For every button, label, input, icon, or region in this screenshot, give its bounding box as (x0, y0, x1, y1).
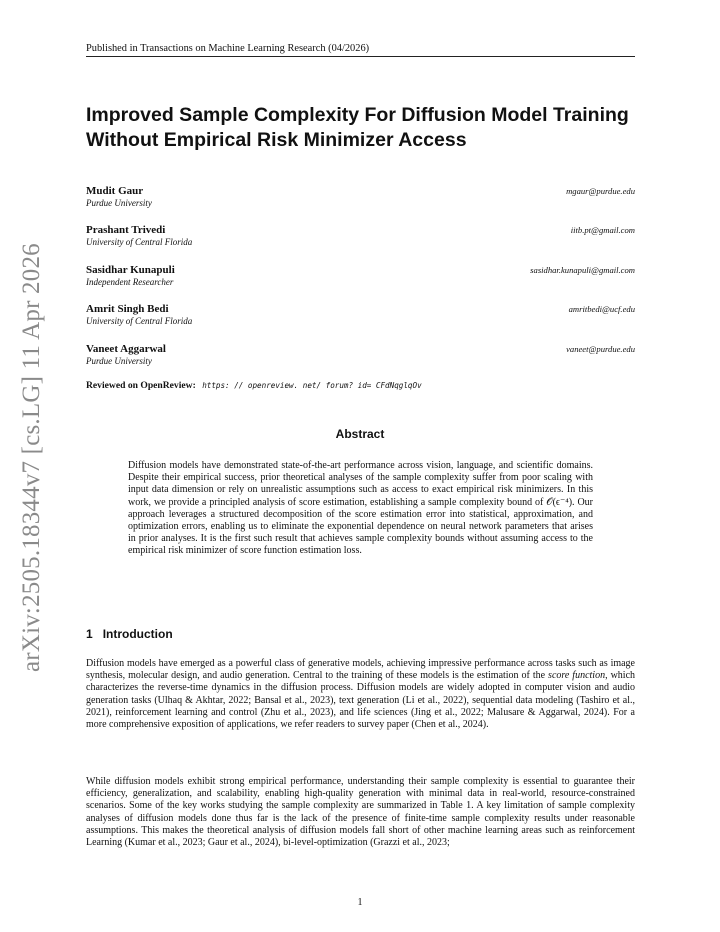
paragraph-text: , which characterizes the reverse-time dynamics in the diffusion process. Diffusion models are widely adopted in computer vision and audio generation tasks (Ulhaq & Akhtar, 2022; Bansal et al., 2023), text generation (Li et al., 2022), sequential data modeling (Tashiro et al., 2021), reinforcement learning and control (Zhu et al., 2023), and life sciences (Jing et al., 2022; Malusare & Aggarwal, 2024). For a more comprehensive exposition of applications, we refer readers to survey paper (Chen et al., 2024). (86, 670, 636, 731)
arxiv-identifier-stamp: arXiv:2505.18344v7 [cs.LG] 11 Apr 2026 (18, 243, 45, 672)
author-email[interactable]: mgaur@purdue.edu (566, 186, 635, 196)
author-email[interactable]: iitb.pt@gmail.com (570, 225, 635, 235)
author-name: Vaneet Aggarwal (86, 343, 166, 355)
author-name: Prashant Trivedi (86, 224, 166, 236)
author-block (86, 343, 635, 373)
paper-title: Improved Sample Complexity For Diffusion Model Training Without Empirical Risk Minimizer Access (86, 104, 629, 151)
author-email[interactable]: vaneet@purdue.edu (566, 344, 635, 354)
author-block (86, 224, 635, 254)
complexity-bound: 𝒪(ϵ⁻⁴). (546, 496, 575, 508)
author-block (86, 264, 635, 294)
paragraph-emphasis: score function (548, 670, 606, 682)
body-paragraph: While diffusion models exhibit strong empirical performance, understanding their sample complexity is essential to guarantee their efficiency, generalization, and scalability, enabling high-quality generation with minimal data in real-world, resource-constrained scenarios. Some of the key works studying the sample complexity are summarized in Table 1. A key limitation of sample complexity analyses of diffusion models done thus far is the lack of the presence of finite-time sample complexity results under reasonable assumptions. This makes the theoretical analysis of diffusion models fall short of other machine learning areas such as reinforcement Learning (Kumar et al., 2023; Gaur et al., 2024), bi-level-optimization (Grazzi et al., 2023; (86, 776, 635, 849)
abstract-text-part: Diffusion models have demonstrated state-of-the-art performance across vision, language, and scientific domains. Despite their empirical success, prior theoretical analyses of the sample complexity suffer from poor scaling with input data dimension or rely on unrealistic assumptions such as access to exact empirical risk minimizers. In this work, we provide a principled analysis of score estimation, establishing a sample complexity bound of (128, 460, 593, 508)
abstract-body (128, 460, 593, 558)
author-block (86, 185, 635, 215)
author-affiliation: Purdue University (86, 356, 152, 366)
author-name: Mudit Gaur (86, 185, 144, 197)
author-name: Amrit Singh Bedi (86, 303, 169, 315)
abstract-text-part: Our approach leverages a structured decomposition of the score estimation error into statistical, approximation, and optimization errors, enabling us to eliminate the exponential dependence on neural network parameters that arises in prior analyses. It is the first such result that achieves sample complexity bounds without assuming access to the empirical risk minimizer of score function estimation loss. (128, 496, 593, 557)
author-email[interactable]: amritbedi@ucf.edu (568, 304, 635, 314)
author-affiliation: University of Central Florida (86, 316, 193, 326)
body-paragraph (86, 658, 635, 731)
journal-header: Published in Transactions on Machine Learning Research (04/2026) (86, 43, 635, 57)
review-label: Reviewed on OpenReview: (86, 380, 196, 391)
review-info (86, 380, 422, 391)
section-title: Introduction (102, 627, 173, 641)
section-number: 1 (86, 627, 93, 641)
author-affiliation: University of Central Florida (86, 237, 193, 247)
abstract-heading: Abstract (335, 427, 385, 441)
page-number: 1 (357, 897, 363, 908)
author-name: Sasidhar Kunapuli (86, 264, 175, 276)
paragraph-text: Diffusion models have emerged as a powerful class of generative models, achieving impressive performance across tasks such as image synthesis, molecular design, and audio generation. Central to the training of these models is the estimation of the (86, 658, 635, 682)
section-heading (86, 627, 173, 641)
author-affiliation: Purdue University (86, 198, 152, 208)
author-block (86, 303, 635, 333)
author-email[interactable]: sasidhar.kunapuli@gmail.com (530, 265, 635, 275)
openreview-link[interactable]: https: // openreview. net/ forum? id= CFdNqglqOv (202, 381, 422, 390)
author-affiliation: Independent Researcher (86, 277, 174, 287)
